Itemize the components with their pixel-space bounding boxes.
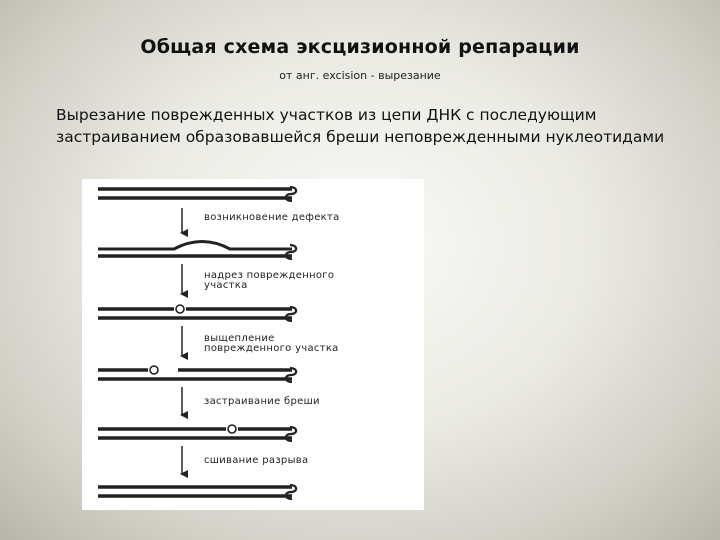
step-label-defect: возникновение дефекта [204,212,340,223]
step-label-incision-line2: участка [204,280,248,291]
dna-duplex-nick [98,425,296,441]
dna-duplex-gap [98,366,296,382]
slide-subtitle: от анг. excision - вырезание [279,69,441,82]
step-label-excision-line2: поврежденного участка [204,343,339,354]
step-label-incision-line1: надрез поврежденного [204,270,335,281]
dna-duplex-defect [98,242,296,260]
slide-title: Общая схема эксцизионной репарации [140,36,580,58]
step-label-excision-line1: выщепление [204,333,275,344]
step-label-ligation: сшивание разрыва [204,455,309,466]
step-label-gap-filling: застраивание бреши [204,396,320,407]
dna-repair-diagram [82,179,424,510]
dna-duplex-incision [98,305,296,321]
slide-body-text: Вырезание поврежденных участков из цепи ДНК с последующим застраиванием образовавшейся бреши неповрежденными нуклеотидами [56,106,665,146]
dna-duplex-repaired [98,485,296,499]
dna-duplex-intact [98,187,296,201]
